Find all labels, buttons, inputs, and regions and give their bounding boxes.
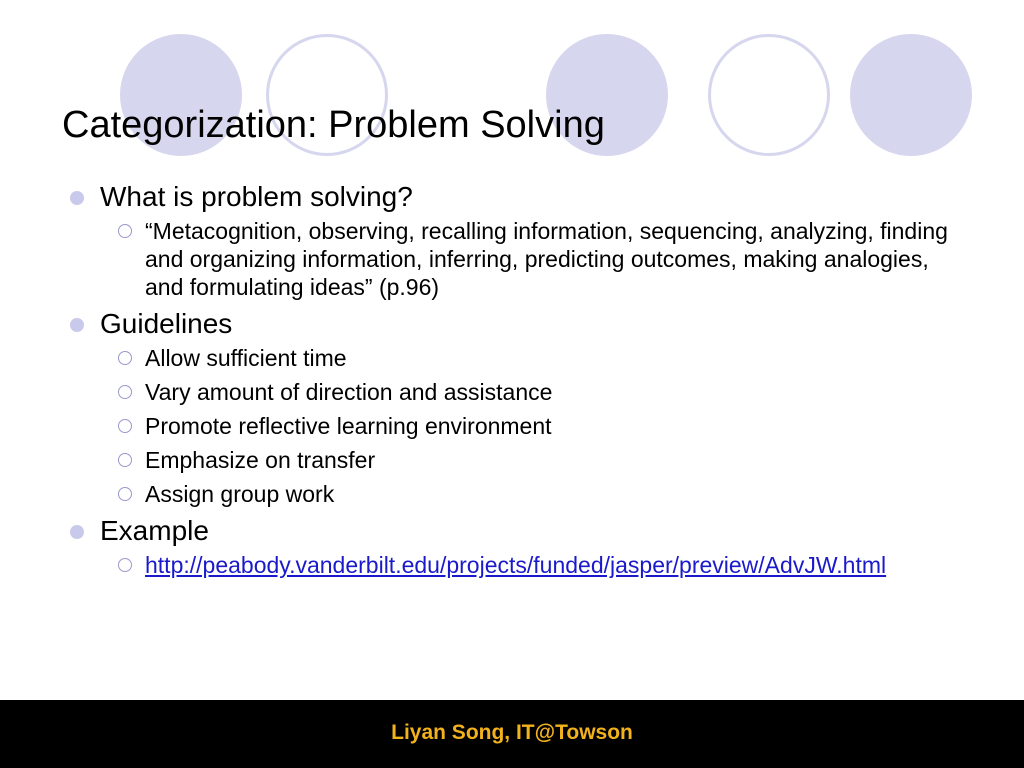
- sub-bullet-guideline: [70, 446, 970, 474]
- sub-bullet-text: Allow sufficient time: [145, 345, 347, 371]
- filled-bullet-icon: [70, 525, 84, 539]
- filled-bullet-icon: [70, 318, 84, 332]
- sub-bullet-text: Promote reflective learning environment: [145, 413, 552, 439]
- hollow-bullet-icon: [118, 351, 132, 365]
- example-url-link[interactable]: http://peabody.vanderbilt.edu/projects/funded/jasper/preview/AdvJW.html: [145, 552, 887, 578]
- decor-circle-outline-2: [708, 34, 830, 156]
- bullet-what-is-problem-solving: [70, 180, 970, 214]
- bullet-example: [70, 514, 970, 548]
- slide-body: [70, 180, 970, 579]
- sub-bullet-example-link: [70, 551, 970, 579]
- sub-bullet-text: Assign group work: [145, 481, 335, 507]
- bullet-heading: Example: [100, 515, 209, 546]
- sub-bullet-guideline: [70, 378, 970, 406]
- filled-bullet-icon: [70, 191, 84, 205]
- hollow-bullet-icon: [118, 385, 132, 399]
- hollow-bullet-icon: [118, 453, 132, 467]
- sub-bullet-text: “Metacognition, observing, recalling information, sequencing, analyzing, finding and organizing information, inferring, predicting outcomes, making analogies, and formulating ideas” (p.96): [145, 218, 948, 300]
- footer-credit: Liyan Song, IT@Towson: [391, 721, 633, 744]
- sub-bullet-guideline: [70, 480, 970, 508]
- sub-bullet-guideline: [70, 412, 970, 440]
- hollow-bullet-icon: [118, 487, 132, 501]
- sub-bullet-definition: [70, 217, 970, 301]
- sub-bullet-text: Vary amount of direction and assistance: [145, 379, 553, 405]
- slide-title: Categorization: Problem Solving: [62, 104, 605, 146]
- hollow-bullet-icon: [118, 419, 132, 433]
- slide-footer: [0, 700, 1024, 768]
- bullet-heading: Guidelines: [100, 308, 233, 339]
- sub-bullet-text: Emphasize on transfer: [145, 447, 376, 473]
- bullet-heading: What is problem solving?: [100, 181, 413, 212]
- decor-circle-filled-3: [850, 34, 972, 156]
- sub-bullet-guideline: [70, 344, 970, 372]
- hollow-bullet-icon: [118, 558, 132, 572]
- bullet-guidelines: [70, 307, 970, 341]
- hollow-bullet-icon: [118, 224, 132, 238]
